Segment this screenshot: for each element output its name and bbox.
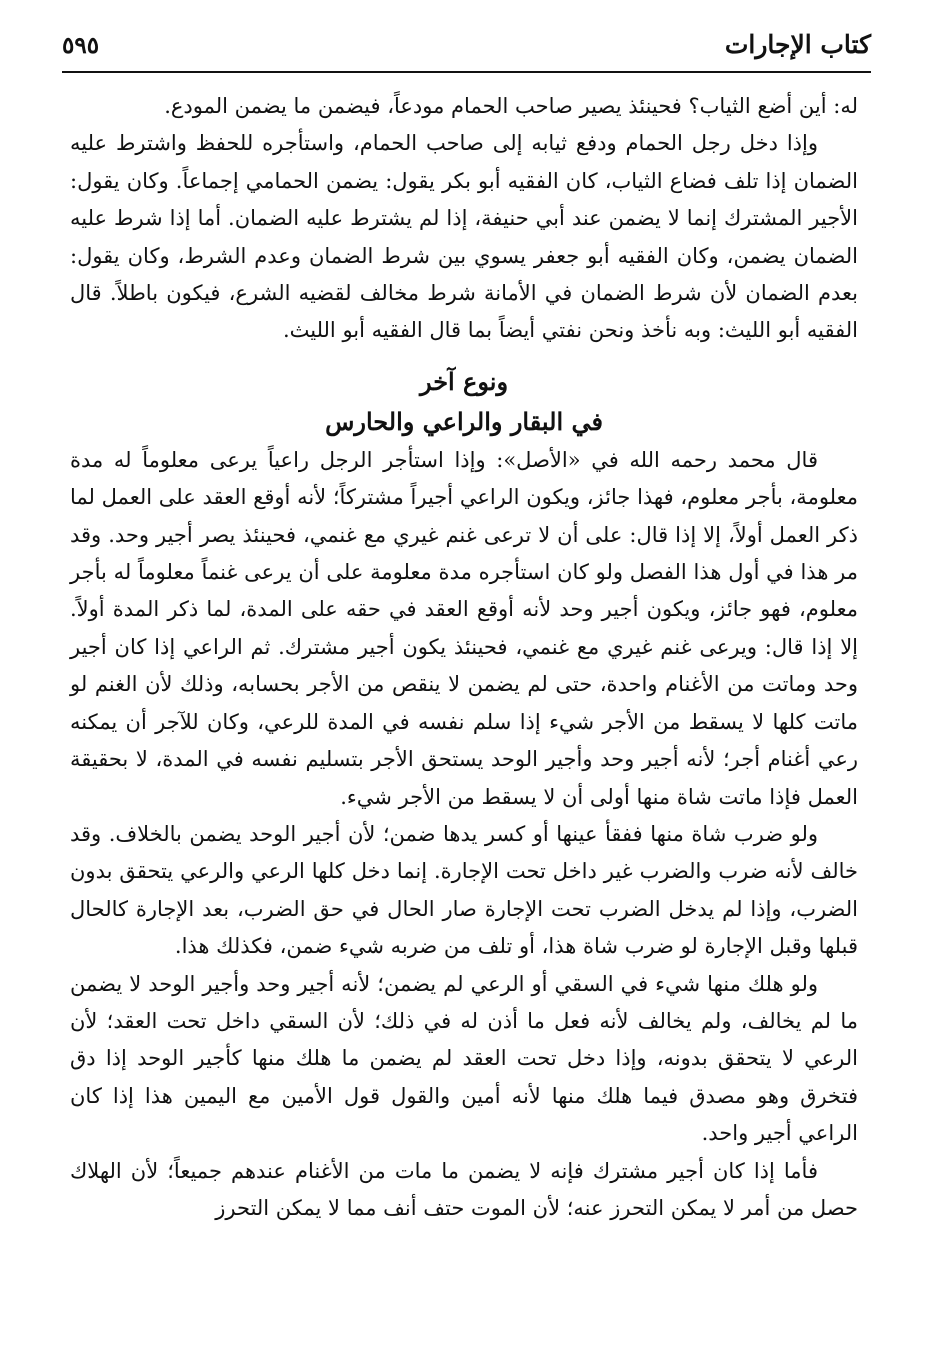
section-subheading: في البقار والراعي والحارس xyxy=(325,406,603,436)
paragraph: قال محمد رحمه الله في «الأصل»: وإذا استأجر الرجل راعياً يرعى معلوماً له مدة معلومة، بأجر معلوم، فهذا جائز، ويكون الراعي أجيراً مشتركاً؛ لأنه أوقع العقد على العمل لما ذكر العمل أولاً، إلا إذا قال: على أن لا ترعى غنم غيري مع غنمي، فحينئذ يصر أجير وحد. وقد مر هذا في أول هذا الفصل ولو كان استأجره مدة معلومة على أن يرعى غنماً معلوماً له بأجر معلوم، فهو جائز، ويكون أجير وحد لأنه أوقع العقد في حقه على المدة، لما ذكر المدة أولاً. إلا إذا قال: ويرعى غنم غيري مع غنمي، فحينئذ يكون أجير مشترك. ثم الراعي إذا كان أجير وحد وماتت من الأغنام واحدة، حتى لم يضمن لا ينقص من الأجر بحسابه، وذلك لأن الغنم لو ماتت كلها لا يسقط من الأجر شيء إذا سلم نفسه في المدة للرعي، وكان للآجر أن يمكنه رعي أغنام أجر؛ لأنه أجير وحد وأجير الوحد يستحق الأجر بتسليم نفسه في المدة، لا بحقيقة العمل فإذا ماتت شاة منها أولى أن لا يسقط من الأجر شيء. xyxy=(70,447,858,809)
paragraph: له: أين أضع الثياب؟ فحينئذ يصير صاحب الحمام مودعاً، فيضمن ما يضمن المودع. xyxy=(164,94,858,118)
running-title: كتاب الإجارات xyxy=(724,30,871,59)
paragraph: وإذا دخل رجل الحمام ودفع ثيابه إلى صاحب الحمام، واستأجره للحفظ واشترط عليه الضمان إذا تلف فضاع الثياب، كان الفقيه أبو بكر يقول: يضمن الحمامي إجماعاً. وكان يقول: الأجير المشترك إنما لا يضمن عند أبي حنيفة، إذا لم يشترط عليه الضمان. أما إذا شرط عليه الضمان يضمن، وكان الفقيه أبو جعفر يسوي بين شرط الضمان وعدم الشرط، وكان يقول: بعدم الضمان لأن شرط الضمان في الأمانة شرط مخالف لقضيه الشرع، فيكون باطلاً. قال الفقيه أبو الليث: وبه نأخذ ونحن نفتي أيضاً بما قال الفقيه أبو الليث. xyxy=(70,131,858,343)
paragraph: ولو ضرب شاة منها ففقأ عينها أو كسر يدها ضمن؛ لأن أجير الوحد يضمن بالخلاف. وقد خالف لأنه ضرب والضرب غير داخل تحت الإجارة. إنما دخل كلها الرعي والرعي يتحقق بدون الضرب، وإذا لم يدخل الضرب تحت الإجارة صار الحال في حق الضرب، بعد الإجارة كالحال قبلها وقبل الإجارة لو ضرب شاة هذا، أو تلف من ضربه شيء ضمن، فكذلك هذا. xyxy=(70,821,858,959)
page-number: ٥٩٥ xyxy=(62,32,100,59)
paragraph: ولو هلك منها شيء في السقي أو الرعي لم يضمن؛ لأنه أجير وحد وأجير الوحد لا يضمن ما لم يخالف، ولم يخالف لأنه فعل ما أذن له في ذلك؛ لأن السقي داخل تحت العقد؛ لأن الرعي لا يتحقق بدونه، وإذا دخل تحت العقد لم يضمن ما هلك منها كأجير الوحد إذا دق فتخرق وهو مصدق فيما هلك منها لأنه أمين والقول قول الأمين مع اليمين هذا إذا كان الراعي أجير واحد. xyxy=(70,971,858,1146)
paragraph: فأما إذا كان أجير مشترك فإنه لا يضمن ما مات من الأغنام عندهم جميعاً؛ لأن الهلاك حصل من أمر لا يمكن التحرز عنه؛ لأن الموت حتف أنف مما لا يمكن التحرز xyxy=(70,1158,858,1220)
page-header xyxy=(62,28,871,68)
page-body xyxy=(70,88,858,1227)
section-heading: ونوع آخر xyxy=(419,366,509,396)
header-rule xyxy=(62,71,871,73)
